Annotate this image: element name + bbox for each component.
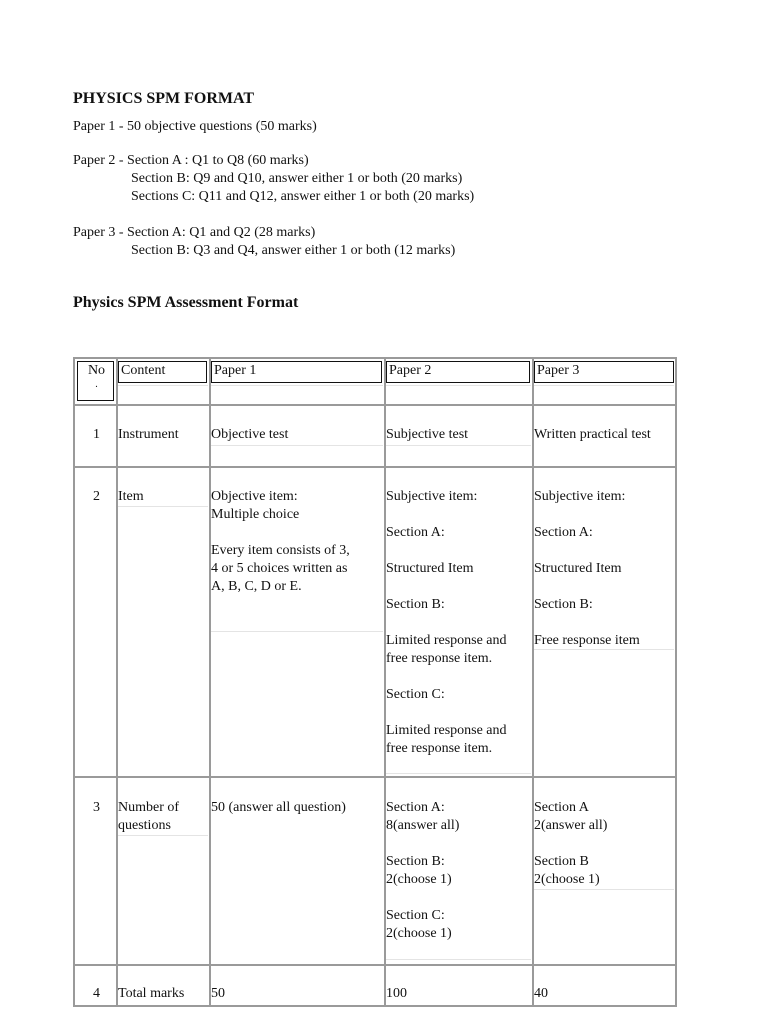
- row2-paper1: Objective item: Multiple choice Every item consists of 3, 4 or 5 choices written as A, B, C, D or E.: [211, 489, 350, 594]
- row3-paper3: Section A 2(answer all) Section B 2(choose 1): [534, 800, 608, 887]
- paper1-line: Paper 1 - 50 objective questions (50 marks): [73, 119, 317, 134]
- row3-paper1: 50 (answer all question): [211, 800, 346, 815]
- assessment-table: [73, 357, 677, 1007]
- row1-paper1: Objective test: [211, 427, 289, 442]
- heading-assessment-format: Physics SPM Assessment Format: [73, 294, 299, 311]
- row2-content: Item: [118, 489, 144, 504]
- paper2-section-a-line: Paper 2 - Section A : Q1 to Q8 (60 marks): [73, 153, 309, 168]
- paper3-section-a-line: Paper 3 - Section A: Q1 and Q2 (28 marks): [73, 225, 316, 240]
- row4-paper1: 50: [211, 986, 225, 1001]
- row1-paper3: Written practical test: [534, 427, 651, 442]
- row1-paper2: Subjective test: [386, 427, 469, 442]
- header-no: No .: [77, 361, 114, 401]
- row1-no: 1: [93, 427, 100, 442]
- row4-paper3: 40: [534, 986, 548, 1001]
- paper2-section-c-line: Sections C: Q11 and Q12, answer either 1 or both (20 marks): [131, 189, 475, 204]
- row4-content: Total marks: [118, 986, 185, 1001]
- paper2-section-b-line: Section B: Q9 and Q10, answer either 1 or both (20 marks): [131, 171, 463, 186]
- row3-no: 3: [93, 800, 100, 815]
- row4-paper2: 100: [386, 986, 407, 1001]
- row2-paper3: Subjective item: Section A: Structured Item Section B: Free response item: [534, 489, 640, 648]
- header-content: Content: [118, 361, 207, 383]
- row2-paper2: Subjective item: Section A: Structured Item Section B: Limited response and free response item. Section C: Limited response and free response item.: [386, 489, 507, 756]
- row4-no: 4: [93, 986, 100, 1001]
- header-paper-3: Paper 3: [534, 361, 674, 383]
- row3-paper2: Section A: 8(answer all) Section B: 2(choose 1) Section C: 2(choose 1): [386, 800, 460, 941]
- header-paper-1: Paper 1: [211, 361, 382, 383]
- paper3-section-b-line: Section B: Q3 and Q4, answer either 1 or both (12 marks): [131, 243, 456, 258]
- row2-no: 2: [93, 489, 100, 504]
- header-paper-2: Paper 2: [386, 361, 530, 383]
- row1-content: Instrument: [118, 427, 179, 442]
- heading-physics-spm-format: PHYSICS SPM FORMAT: [73, 90, 255, 107]
- row3-content: Number of questions: [118, 800, 180, 833]
